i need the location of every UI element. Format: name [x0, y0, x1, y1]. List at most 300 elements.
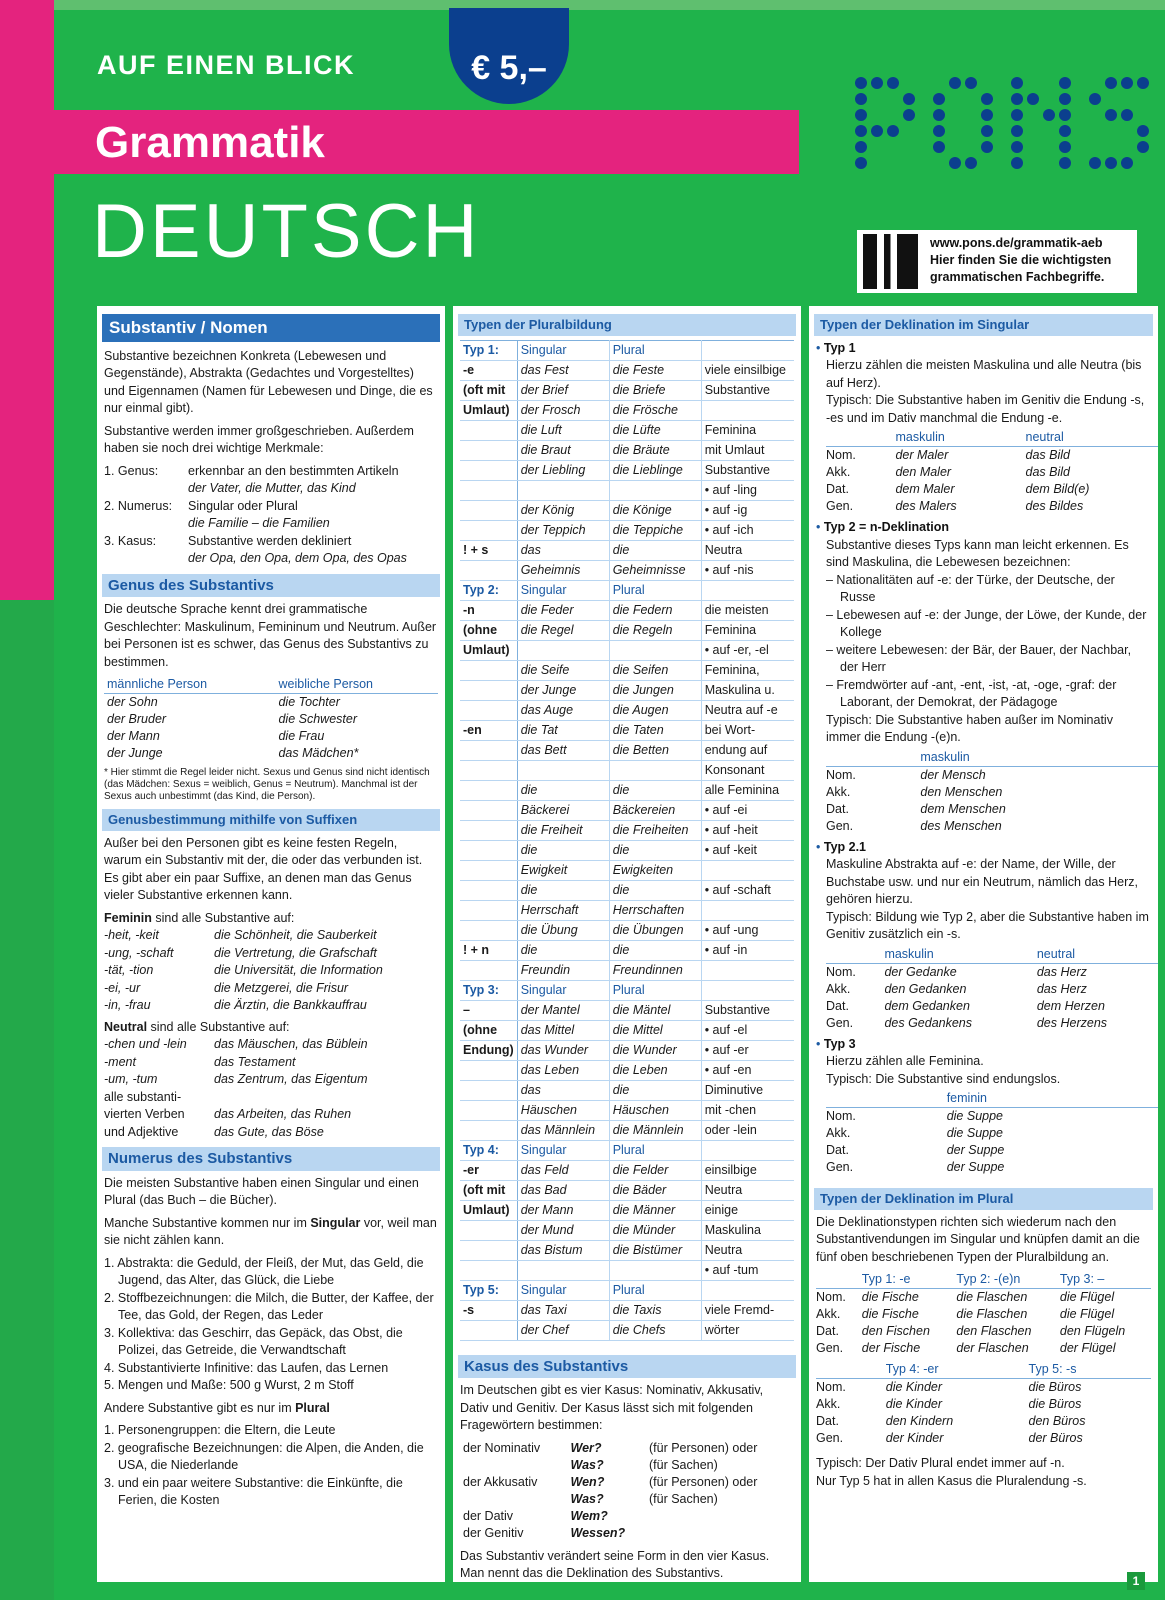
col-header: Typ 3: – — [1060, 1271, 1151, 1289]
table-row — [460, 1040, 794, 1060]
cell: die Felder — [609, 1160, 701, 1180]
cell: Akk. — [816, 1307, 841, 1321]
column-substantiv — [97, 306, 445, 1582]
cell: des Bildes — [1025, 499, 1084, 513]
table-row — [460, 700, 794, 720]
qr-url[interactable]: www.pons.de/grammatik-aeb — [930, 236, 1103, 250]
cell: Typ 3: — [460, 980, 517, 1000]
cell: des Menschen — [920, 818, 1002, 833]
table-row — [460, 880, 794, 900]
cell: der Genitiv — [463, 1525, 524, 1540]
cell — [701, 860, 794, 880]
cell: Singular — [517, 980, 609, 1000]
table-row — [816, 1413, 1151, 1430]
table-row — [460, 780, 794, 800]
table-row — [460, 1474, 794, 1491]
cell: die Teppiche — [609, 520, 701, 540]
cell: • auf -ig — [701, 500, 794, 520]
cell: des Malers — [895, 499, 957, 513]
cell: die Kinder — [885, 1380, 943, 1394]
col-header: maskulin — [895, 429, 1025, 447]
table-row — [460, 580, 794, 600]
cell: der Flaschen — [956, 1341, 1029, 1355]
suffix: -in, -frau — [104, 998, 151, 1012]
cell: die Suppe — [946, 1109, 1004, 1123]
col-header: Typ 2: -(e)n — [956, 1271, 1060, 1289]
cell — [609, 640, 701, 660]
cell: Maskulina u. — [701, 680, 794, 700]
header-row — [816, 1361, 1151, 1379]
cell: der Nominativ — [463, 1440, 541, 1455]
cell — [517, 480, 609, 500]
cell: die Flügel — [1059, 1290, 1115, 1304]
logo-dot — [1121, 157, 1133, 169]
cell — [460, 780, 517, 800]
cell: die — [609, 1080, 701, 1100]
logo-dot — [1059, 93, 1071, 105]
table-row — [104, 694, 438, 712]
table-row — [460, 1440, 794, 1457]
column-deklination — [809, 306, 1158, 1582]
cell: • auf -keit — [701, 840, 794, 860]
text: Im Deutschen gibt es vier Kasus: Nominativ, Akkusativ, Dativ und Genitiv. Der Kasus lässt sich mit folgenden Fragewörtern bestimmen: — [460, 1383, 764, 1432]
table-row — [460, 340, 794, 360]
header-row — [826, 1090, 1158, 1108]
cell: • auf -ung — [701, 920, 794, 940]
cell: die Feder — [517, 600, 609, 620]
cell: Freundinnen — [609, 960, 701, 980]
typ-2-1: • Typ 2.1 — [816, 839, 867, 854]
table-row — [460, 1140, 794, 1160]
cell: Dat. — [826, 998, 849, 1013]
table-row — [460, 900, 794, 920]
table-row — [460, 1457, 794, 1474]
typ1-table — [826, 429, 1158, 515]
cell: Diminutive — [701, 1080, 794, 1100]
plural-decl-table-b — [816, 1361, 1151, 1447]
merkmal-value: Singular oder Plural — [188, 498, 298, 513]
example: das Arbeiten, das Ruhen — [214, 1107, 352, 1121]
logo-dot — [1059, 141, 1071, 153]
cell: • auf -in — [701, 940, 794, 960]
cell: -s — [460, 1300, 517, 1320]
cell: Singular — [517, 1280, 609, 1300]
cell: der Bruder — [107, 712, 167, 726]
logo-dot — [981, 125, 993, 137]
cell: viele einsilbige — [701, 360, 794, 380]
cell — [460, 1491, 568, 1508]
cell — [460, 1457, 568, 1474]
cell: die Fische — [861, 1290, 919, 1304]
cell — [460, 920, 517, 940]
cell: die — [609, 540, 701, 560]
table-row — [460, 1491, 794, 1508]
cell: Feminina, — [701, 660, 794, 680]
logo-dot — [1105, 109, 1117, 121]
header-row — [826, 429, 1158, 447]
cell: den Menschen — [920, 784, 1003, 799]
plural-list — [104, 1422, 438, 1510]
cell: Substantive — [701, 460, 794, 480]
example: das Zentrum, das Eigentum — [214, 1072, 368, 1086]
cell: der Frosch — [517, 400, 609, 420]
cell: die Frösche — [609, 400, 701, 420]
logo-dot — [1137, 77, 1149, 89]
logo-dot — [1059, 109, 1071, 121]
cell: – — [460, 1000, 517, 1020]
col-header — [816, 1271, 862, 1289]
cell: dem Maler — [895, 482, 955, 496]
cell: • auf -er — [701, 1040, 794, 1060]
title-grammatik: Grammatik — [95, 118, 325, 167]
col-header: maskulin — [884, 946, 1036, 964]
cell: die — [517, 880, 609, 900]
cell: der Mund — [517, 1220, 609, 1240]
table-row — [460, 1020, 794, 1040]
cell: Gen. — [826, 1160, 854, 1174]
table-row — [816, 1289, 1151, 1307]
cell: Feminina — [701, 420, 794, 440]
cell: der Akkusativ — [463, 1474, 538, 1489]
list-item: – Nationalitäten auf -e: der Türke, der Deutsche, der Russe — [826, 572, 1115, 604]
suffix: und Adjektive — [104, 1124, 179, 1139]
text: Typisch: Der Dativ Plural endet immer auf -n. — [816, 1456, 1065, 1470]
cell: das Auge — [517, 700, 609, 720]
cell: dem Bild(e) — [1025, 482, 1090, 496]
cell: der Maler — [895, 448, 949, 462]
cell: Gen. — [826, 818, 854, 833]
cell: die Freiheit — [517, 820, 609, 840]
cell: die Jungen — [609, 680, 701, 700]
table-row — [460, 360, 794, 380]
cell: Plural — [609, 580, 701, 600]
merkmal-example: der Opa, den Opa, dem Opa, des Opas — [188, 551, 407, 565]
cell — [701, 1280, 794, 1300]
logo-dot — [949, 157, 961, 169]
logo-dot — [855, 141, 867, 153]
cell: -e — [460, 360, 517, 380]
table-row — [826, 963, 1158, 981]
cell: dem Herzen — [1036, 998, 1105, 1013]
cell — [460, 800, 517, 820]
cell — [460, 1120, 517, 1140]
cell: (oft mit — [460, 380, 517, 400]
cell: ! + s — [460, 540, 517, 560]
table-row — [826, 1125, 1158, 1142]
table-row — [460, 1508, 794, 1525]
list-item: – Fremdwörter auf -ant, -ent, -ist, -at, -oge, -graf: der Laborant, der Demokrat, der Pädagoge — [826, 677, 1117, 709]
table-row — [460, 460, 794, 480]
cell: Nom. — [826, 964, 856, 979]
cell — [460, 960, 517, 980]
cell: das Männlein — [517, 1120, 609, 1140]
example: die Metzgerei, die Frisur — [214, 980, 349, 995]
cell: die Bistümer — [609, 1240, 701, 1260]
suffix: -ment — [104, 1054, 136, 1069]
table-row — [104, 745, 438, 762]
cell — [517, 760, 609, 780]
list-item: 1. Personengruppen: die Eltern, die Leute — [104, 1423, 336, 1437]
col-header: Typ 1: -e — [862, 1271, 957, 1289]
cell: Wem? — [570, 1508, 608, 1523]
list-item: 3. Kollektiva: das Geschirr, das Gepäck, das Obst, die Polizei, das Getreide, die Verwandtschaft — [104, 1325, 403, 1357]
logo-dot — [1121, 109, 1133, 121]
cell — [460, 880, 517, 900]
cell: Gen. — [826, 499, 854, 513]
table-row — [826, 1015, 1158, 1032]
logo-dot — [871, 77, 883, 89]
col-header: weibliche Person — [275, 676, 438, 694]
table-row — [460, 560, 794, 580]
table-row — [460, 500, 794, 520]
cell: den Flaschen — [956, 1324, 1032, 1338]
table-row — [816, 1340, 1151, 1357]
cell: die — [517, 840, 609, 860]
cell: des Herzens — [1036, 1015, 1108, 1030]
heading-suffix: Genusbestimmung mithilfe von Suffixen — [102, 809, 440, 831]
cell: bei Wort- — [701, 720, 794, 740]
cell: Herrschaft — [517, 900, 609, 920]
cell: der Mantel — [517, 1000, 609, 1020]
example: die Schönheit, die Sauberkeit — [214, 928, 377, 942]
cell — [701, 900, 794, 920]
cell: die Männlein — [609, 1120, 701, 1140]
cell — [460, 820, 517, 840]
cell: den Flügeln — [1059, 1324, 1126, 1338]
table-row — [826, 818, 1158, 835]
cell — [609, 760, 701, 780]
example: das Mäuschen, das Büblein — [214, 1037, 368, 1051]
table-row — [104, 711, 438, 728]
typ3-table — [826, 1090, 1158, 1176]
logo-dot — [1089, 157, 1101, 169]
merkmale-list — [104, 463, 438, 568]
cell: • auf -en — [701, 1060, 794, 1080]
logo-dot — [1121, 77, 1133, 89]
text: Andere Substantive gibt es nur im Plural — [104, 1400, 330, 1415]
cell: die — [609, 940, 701, 960]
list-item: 2. geografische Bezeichnungen: die Alpen, die Anden, die USA, die Niederlande — [104, 1440, 424, 1472]
cell: die Lieblinge — [609, 460, 701, 480]
cell: Nom. — [826, 1109, 856, 1123]
text: Die meisten Substantive haben einen Singular und einen Plural (das Buch – die Bücher). — [104, 1175, 419, 1207]
spine-green — [0, 600, 54, 1600]
neutral-intro: Neutral sind alle Substantive auf: — [104, 1019, 290, 1034]
list-item: – weitere Lebewesen: der Bär, der Bauer, der Nachbar, der Herr — [826, 642, 1132, 674]
cell: Plural — [609, 1280, 701, 1300]
spine-magenta — [0, 0, 54, 600]
example: die Ärztin, die Bankkauffrau — [214, 998, 367, 1012]
cell: das Bild — [1025, 465, 1071, 479]
cell: Was? — [570, 1491, 604, 1506]
logo-dot — [855, 109, 867, 121]
cell — [460, 480, 517, 500]
cell: -n — [460, 600, 517, 620]
cell: Plural — [609, 1140, 701, 1160]
logo-dot — [981, 141, 993, 153]
cell: Dat. — [826, 482, 849, 496]
logo-dot — [1043, 109, 1055, 121]
logo-dot — [855, 157, 867, 169]
table-row — [826, 801, 1158, 818]
cell: die Tochter — [278, 695, 340, 709]
logo-dot — [855, 77, 867, 89]
logo-dot — [1027, 93, 1039, 105]
cell: Neutra — [701, 1180, 794, 1200]
cell: das Herz — [1036, 964, 1087, 979]
cell: Endung) — [460, 1040, 517, 1060]
cell: der Brief — [517, 380, 609, 400]
cell — [460, 460, 517, 480]
cell: die Leben — [609, 1060, 701, 1080]
table-row — [460, 1300, 794, 1320]
qr-text — [930, 235, 1111, 286]
cell: Akk. — [826, 981, 851, 996]
text: Substantive bezeichnen Konkreta (Lebewesen und Gegenstände), Abstrakta (Gedachtes und Vorgestelltes) und Eigennamen (Namen für Lebewesen und Dinge, die es nur einmal gibt). — [104, 348, 433, 415]
cell: die Schwester — [278, 712, 357, 726]
cell — [646, 1525, 794, 1542]
cell: die Büros — [1028, 1397, 1082, 1411]
cell: der Mensch — [920, 767, 986, 782]
cell: die Regeln — [609, 620, 701, 640]
cell: die Könige — [609, 500, 701, 520]
cell — [609, 1260, 701, 1280]
cell: Akk. — [826, 465, 851, 479]
text: Hierzu zählen die meisten Maskulina und alle Neutra (bis auf Herz). — [826, 358, 1142, 390]
cell: die Frau — [278, 729, 325, 743]
cell: mit -chen — [701, 1100, 794, 1120]
cell: das Wunder — [517, 1040, 609, 1060]
qr-line1: Hier finden Sie die wichtigsten — [930, 253, 1112, 267]
cell: Singular — [517, 340, 609, 360]
cell: die Übung — [517, 920, 609, 940]
table-row — [460, 600, 794, 620]
table-row — [460, 1525, 794, 1542]
cell: einige — [701, 1200, 794, 1220]
cell: den Gedanken — [884, 981, 967, 996]
cell: Dat. — [816, 1324, 839, 1338]
cell: • auf -schaft — [701, 880, 794, 900]
cell: der Sohn — [107, 695, 158, 709]
cell: Plural — [609, 980, 701, 1000]
column-pluralbildung — [453, 306, 801, 1582]
cell: (für Sachen) — [649, 1457, 718, 1472]
logo-dot — [1011, 141, 1023, 153]
table-row — [816, 1306, 1151, 1323]
cell: des Gedankens — [884, 1015, 972, 1030]
cell: Neutra — [701, 1240, 794, 1260]
cell: Nom. — [816, 1290, 846, 1304]
cell: Substantive — [701, 380, 794, 400]
cell: (ohne — [460, 620, 517, 640]
cell: • auf -ich — [701, 520, 794, 540]
cell: der Gedanke — [884, 964, 957, 979]
feminin-list — [104, 927, 438, 1015]
cell: die Tat — [517, 720, 609, 740]
cell — [460, 1080, 517, 1100]
suffix: -ung, -schaft — [104, 945, 174, 960]
cell: Akk. — [826, 784, 851, 799]
table-row — [816, 1430, 1151, 1447]
cell: viele Fremd- — [701, 1300, 794, 1320]
merkmal-key: 2. Numerus: — [104, 498, 173, 513]
cell: das Bett — [517, 740, 609, 760]
cell: • auf -heit — [701, 820, 794, 840]
table-row — [826, 498, 1158, 515]
table-row — [460, 980, 794, 1000]
cell — [460, 860, 517, 880]
logo-dot — [887, 77, 899, 89]
col-header: neutral — [1026, 429, 1158, 447]
cell — [517, 640, 609, 660]
cell: das Feld — [517, 1160, 609, 1180]
table-row — [826, 998, 1158, 1015]
logo-dot — [933, 125, 945, 137]
cell: -er — [460, 1160, 517, 1180]
col-header: männliche Person — [104, 676, 275, 694]
typ2-list — [816, 572, 1151, 712]
cell: -en — [460, 720, 517, 740]
cell: das Bad — [517, 1180, 609, 1200]
cell: die Taxis — [609, 1300, 701, 1320]
cell: (oft mit — [460, 1180, 517, 1200]
plural-decl-table-a — [816, 1271, 1151, 1357]
example — [214, 1089, 438, 1107]
text: Substantive werden immer großgeschrieben. Außerdem haben sie noch drei wichtige Merkmale: — [104, 423, 414, 455]
cell: Häuschen — [517, 1100, 609, 1120]
cell: Gen. — [816, 1431, 844, 1445]
cell: Typ 4: — [460, 1140, 517, 1160]
col-header: Typ 4: -er — [886, 1361, 1029, 1379]
text: Typisch: Die Substantive haben im Genitiv die Endung -s, -es und im Dativ manchmal die Endung -e. — [826, 393, 1145, 425]
cell: die Fische — [861, 1307, 919, 1321]
price-badge: € 5,– — [449, 8, 569, 104]
suffix: -heit, -keit — [104, 928, 159, 942]
logo-dot — [1059, 157, 1071, 169]
merkmal-key: 3. Kasus: — [104, 533, 157, 548]
cell: Akk. — [826, 1126, 851, 1140]
cell: die Luft — [517, 420, 609, 440]
table-row — [826, 1142, 1158, 1159]
logo-dot — [903, 93, 915, 105]
cell: Bäckereien — [609, 800, 701, 820]
cell: die Übungen — [609, 920, 701, 940]
cell: • auf -ei — [701, 800, 794, 820]
cell: das — [517, 1080, 609, 1100]
logo-dot — [1059, 77, 1071, 89]
cell: Herrschaften — [609, 900, 701, 920]
cell: Nom. — [816, 1380, 846, 1394]
cell — [460, 760, 517, 780]
cell — [460, 740, 517, 760]
col-header: Typ 5: -s — [1029, 1361, 1151, 1379]
cell: dem Menschen — [920, 801, 1006, 816]
logo-dot — [1089, 93, 1101, 105]
cell: der Teppich — [517, 520, 609, 540]
cell: die Chefs — [609, 1320, 701, 1340]
col-header — [826, 429, 895, 447]
logo-dot — [1059, 125, 1071, 137]
cell: Plural — [609, 340, 701, 360]
cell: die Büros — [1028, 1380, 1082, 1394]
cell: (für Personen) oder — [649, 1440, 758, 1455]
table-row — [816, 1323, 1151, 1340]
cell: Ewigkeit — [517, 860, 609, 880]
logo-dot — [933, 141, 945, 153]
text: Substantive dieses Typs kann man leicht erkennen. Es sind Maskulina, die Lebewesen bezeichnen: — [826, 537, 1129, 569]
cell: Singular — [517, 580, 609, 600]
cell: die meisten — [701, 600, 794, 620]
